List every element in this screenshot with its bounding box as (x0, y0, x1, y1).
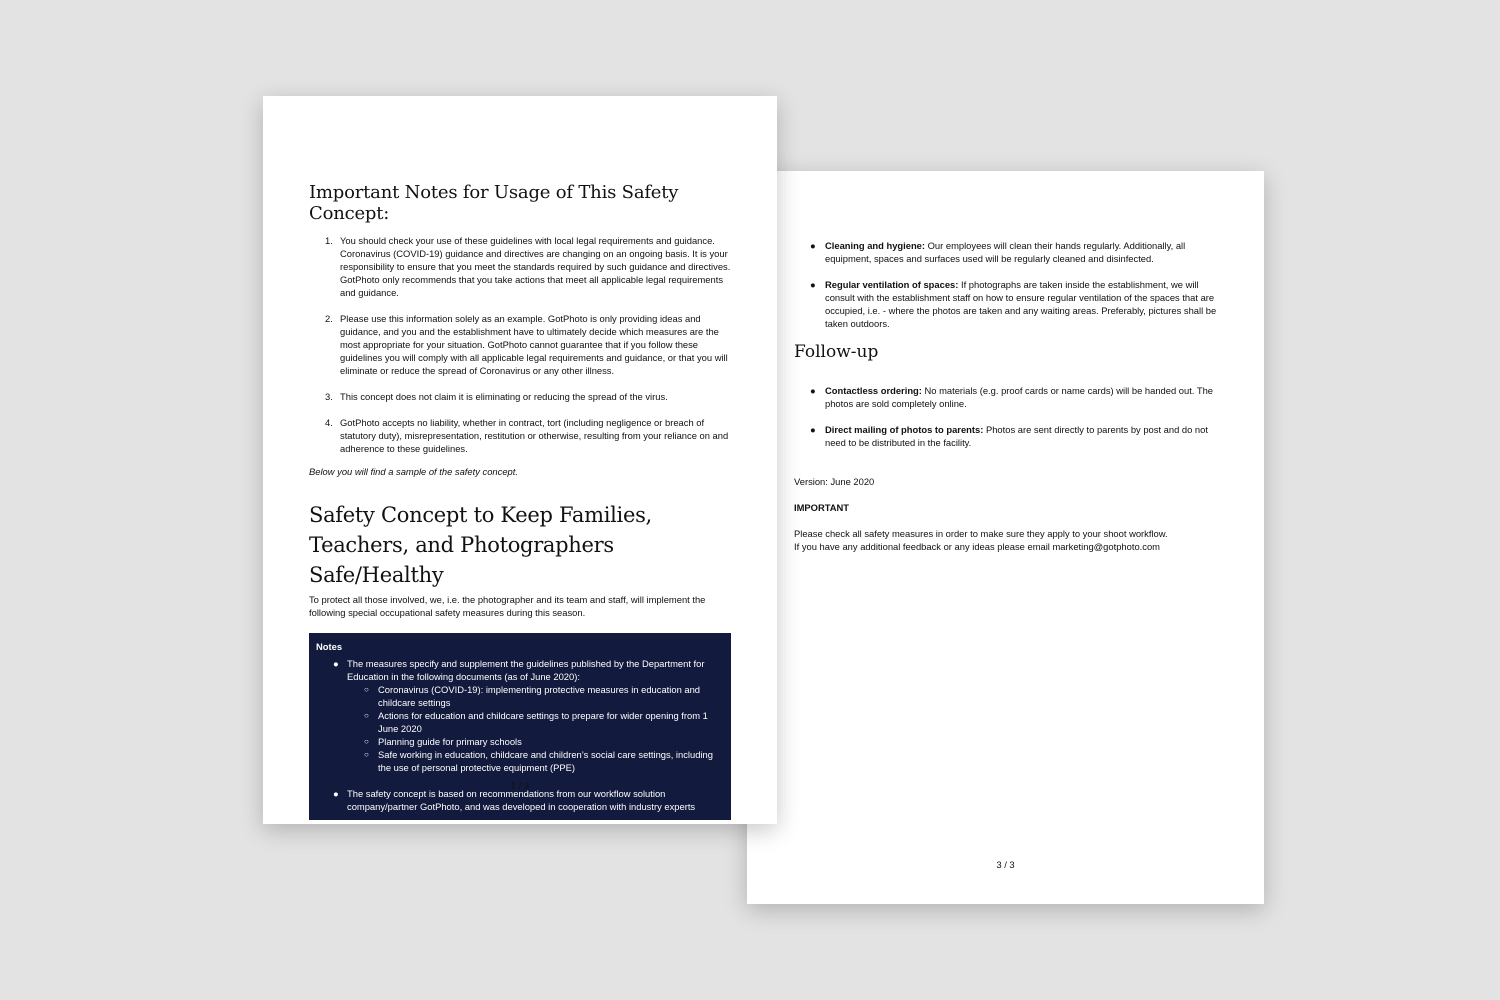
list-item: 4. GotPhoto accepts no liability, whether in contract, tort (including negligence or breach of statutory duty), misrepresentation, restitution or otherwise, resulting from your reliance on and adherence to these guidelines. (325, 417, 729, 454)
list-item: ○ Safe working in education, childcare and children’s social care settings, including the use of personal protective equipment (PPE) (364, 749, 713, 773)
circle-bullet-icon: ○ (364, 711, 369, 720)
circle-bullet-icon: ○ (364, 737, 369, 746)
version-label: Version: June 2020 (794, 476, 875, 487)
bullet-icon: ● (810, 240, 816, 251)
bullet-icon: ● (810, 424, 816, 435)
concept-intro: To protect all those involved, we, i.e. the photographer and its team and staff, will implement the following special occupational safety measures during this season. (309, 594, 706, 618)
circle-bullet-icon: ○ (364, 685, 369, 694)
list-item: ● The safety concept is based on recommendations from our workflow solution company/partner GotPhoto, and was developed in cooperation with industry experts (333, 788, 696, 812)
list-item: ● Cleaning and hygiene: Our employees will clean their hands regularly. Additionally, all equipment, spaces and surfaces used will be regularly cleaned and disinfected. (810, 240, 1186, 264)
bullet-icon: ● (333, 658, 339, 669)
document-page-3 (747, 171, 1264, 904)
followup-heading: Follow-up (794, 342, 879, 362)
list-item: ● Direct mailing of photos to parents: Photos are sent directly to parents by post and do not need to be distributed in the facility. (810, 424, 1208, 448)
circle-bullet-icon: ○ (364, 750, 369, 759)
document-page-1 (263, 96, 777, 824)
important-label: IMPORTANT (794, 502, 850, 513)
important-line-1: Please check all safety measures in order to make sure they apply to your shoot workflow. (794, 528, 1168, 539)
list-item: ○ Planning guide for primary schools (364, 736, 522, 747)
list-item: ● Contactless ordering: No materials (e.g. proof cards or name cards) will be handed out. The photos are sold completely online. (810, 385, 1214, 409)
list-item: ● Regular ventilation of spaces: If photographs are taken inside the establishment, we will consult with the establishment staff on how to ensure regular ventilation of the spaces that are occupied, i.e. - where the photos are taken and any waiting areas. Preferably, pictures shall be taken outdoors. (810, 279, 1217, 329)
list-item: 3. This concept does not claim it is eliminating or reducing the spread of the virus. (325, 391, 668, 402)
usage-notes-list (309, 234, 731, 455)
list-item: ○ Coronavirus (COVID-19): implementing protective measures in education and childcare settings (364, 684, 701, 708)
bullet-icon: ● (810, 279, 816, 290)
list-item: ● The measures specify and supplement the guidelines published by the Department for Education in the following documents (as of June 2020): ○ Coronavirus (COVID-19): implementing protective measures in education and childcare settings ○ Actions for education and childcare settings to prepare for wider opening from 1 June 2020 ○ Planning guide for primary schools ○ Safe working in education, childcare and children’s social care settings, including the use of personal protective equipment (PPE) (316, 657, 723, 774)
followup-bullet-list (794, 384, 1218, 449)
important-line-2: If you have any additional feedback or any ideas please email marketing@gotphoto.com (794, 541, 1160, 552)
bullet-icon: ● (333, 788, 339, 799)
usage-notes-heading: Important Notes for Usage of This Safety Concept: (309, 182, 679, 224)
list-item: 1. You should check your use of these guidelines with local legal requirements and guidance. Coronavirus (COVID-19) guidance and directives are changing on an ongoing basis. It is your responsibility to ensure that you meet the standards required by such guidance and directives. GotPhoto only recommends that you take actions that meet all applicable legal requirements and guidance. (325, 235, 731, 298)
list-item: 2. Please use this information solely as an example. GotPhoto is only providing ideas and guidance, and you and the establishment have to ultimately decide which measures are the most appropriate for your situation. GotPhoto cannot guarantee that if you follow these guidelines you will comply with all applicable legal requirements and guidance, or that you will eliminate or reduce the spread of Coronavirus or any other illness. (325, 313, 728, 376)
notes-box (309, 633, 731, 820)
list-item: ○ Actions for education and childcare settings to prepare for wider opening from 1 June 2020 (364, 710, 708, 734)
bullet-icon: ● (810, 385, 816, 396)
page-number: 1 / 3 (510, 780, 530, 791)
hygiene-bullet-list (794, 239, 1218, 330)
concept-title: Safety Concept to Keep Families, Teachers, and Photographers Safe/Healthy (309, 503, 652, 587)
sample-note: Below you will find a sample of the safety concept. (309, 466, 518, 477)
page-number: 3 / 3 (996, 859, 1015, 870)
notes-box-title: Notes (316, 641, 343, 652)
